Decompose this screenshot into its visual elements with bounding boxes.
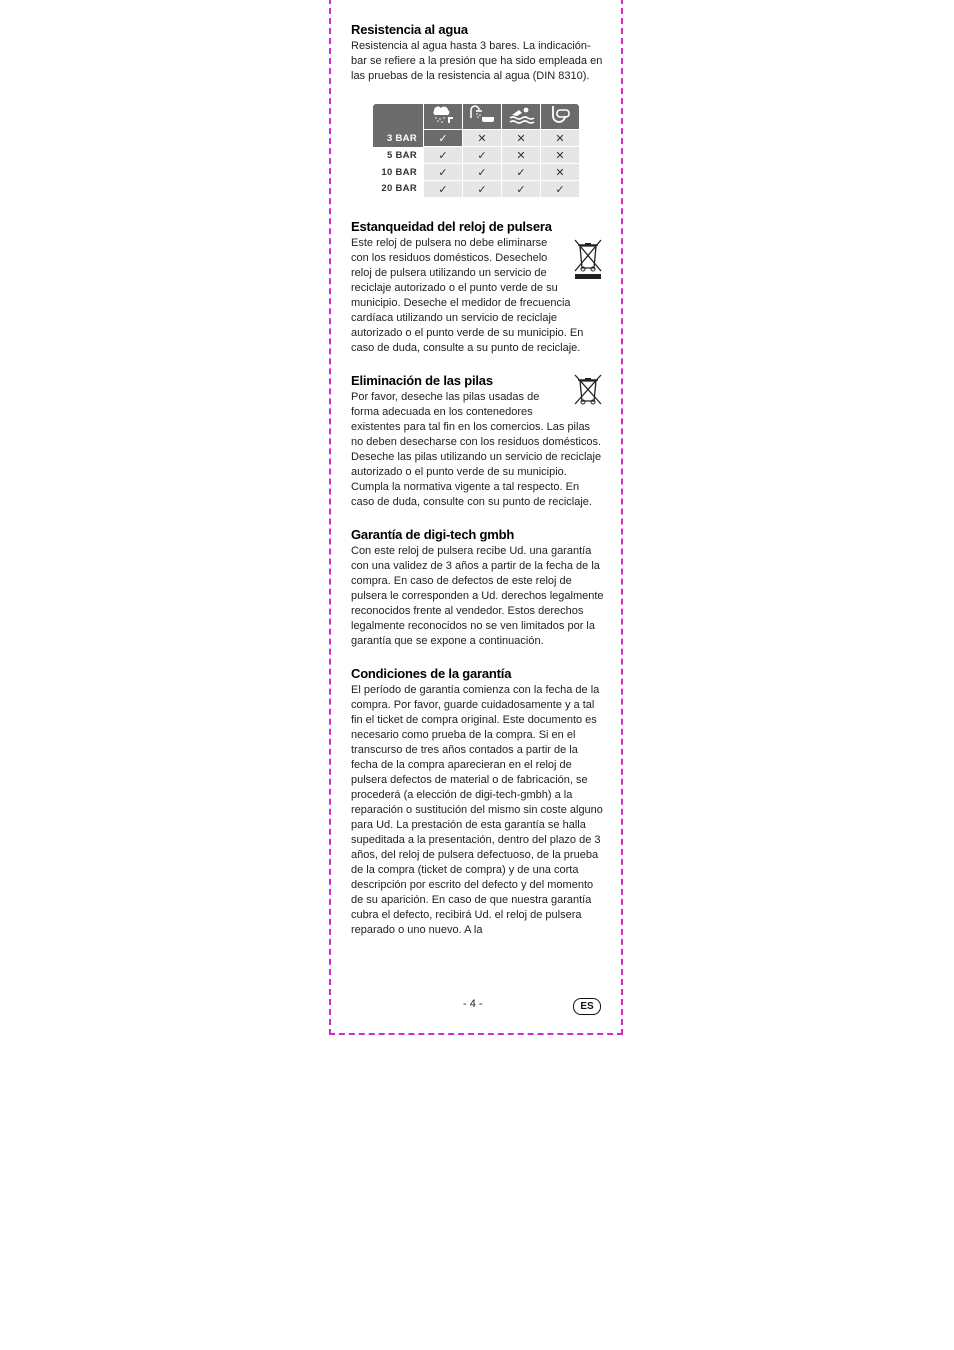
check-icon: ✓ <box>424 181 463 198</box>
water-resistance-table <box>373 104 579 197</box>
crossed-bin-icon <box>573 238 603 285</box>
check-icon: ✓ <box>424 130 463 147</box>
section-batteries <box>351 373 605 510</box>
check-icon: ✓ <box>424 147 463 164</box>
heading-batteries: Eliminación de las pilas <box>351 373 493 388</box>
swim-icon <box>502 104 541 130</box>
table-header-row <box>373 104 579 130</box>
check-icon: ✓ <box>502 164 541 181</box>
cross-icon: ✕ <box>541 164 580 181</box>
check-icon: ✓ <box>463 164 502 181</box>
cross-icon: ✕ <box>541 130 580 147</box>
table-row <box>373 147 579 164</box>
heading-disposal: Estanqueidad del reloj de pulsera <box>351 219 552 234</box>
section-water-resistance <box>351 22 605 197</box>
page-number: - 4 - <box>463 998 483 1010</box>
heading-water-resistance: Resistencia al agua <box>351 22 468 37</box>
row-label: 5 BAR <box>386 149 417 161</box>
table-corner <box>373 104 424 130</box>
text-water-resistance: Resistencia al agua hasta 3 bares. La indicación-bar se refiere a la presión que ha sido empleada en las pruebas de la resistencia al agua (DIN 8310). <box>351 40 603 82</box>
text-batteries: Por favor, deseche las pilas usadas de forma adecuada en los contenedores existentes para tal fin en los comercios. Las pilas no deben desecharse con los residuos domésticos. Deseche las pilas utilizando un servicio de reciclaje autorizado o el punto verde de su municipio. Cumpla la normativa vigente a tal respecto. En caso de duda, consulte con su punto de reciclaje. <box>351 391 602 508</box>
text-warranty: Con este reloj de pulsera recibe Ud. una garantía con una validez de 3 años a partir de la fecha de la compra. En caso de defectos de este reloj de pulsera le corresponden a Ud. derechos legalmente reconocidos frente al vendedor. Estos derechos legalmente reconocidos no se ven limitados por la garantía que se expone a continuación. <box>351 545 604 647</box>
heading-conditions: Condiciones de la garantía <box>351 666 512 681</box>
section-warranty <box>351 527 605 649</box>
document-content <box>351 22 605 955</box>
language-badge: ES <box>573 998 601 1015</box>
check-icon: ✓ <box>502 181 541 198</box>
crossed-bin-battery-icon <box>573 374 603 411</box>
row-label: 10 BAR <box>381 166 417 178</box>
table-row <box>373 181 579 198</box>
check-icon: ✓ <box>424 164 463 181</box>
table-row <box>373 164 579 181</box>
cross-icon: ✕ <box>502 147 541 164</box>
rain-icon <box>424 104 463 130</box>
check-icon: ✓ <box>463 147 502 164</box>
cross-icon: ✕ <box>463 130 502 147</box>
heading-warranty: Garantía de digi-tech gmbh <box>351 527 515 542</box>
check-icon: ✓ <box>463 181 502 198</box>
section-conditions <box>351 666 605 938</box>
check-icon: ✓ <box>541 181 580 198</box>
cross-icon: ✕ <box>541 147 580 164</box>
text-disposal: Este reloj de pulsera no debe eliminarse con los residuos domésticos. Desechelo reloj de pulsera utilizando un servicio de reciclaje autorizado o el punto verde de su municipio. Deseche el medidor de frecuencia cardíaca utilizando un servicio de reciclaje autorizado o el punto verde de su municipio. En caso de duda, consulte a su punto de reciclaje. <box>351 237 584 354</box>
cross-icon: ✕ <box>502 130 541 147</box>
row-label: 20 BAR <box>381 183 417 195</box>
section-disposal <box>351 219 605 356</box>
snorkel-icon <box>541 104 580 130</box>
row-label: 3 BAR <box>373 130 424 147</box>
shower-icon <box>463 104 502 130</box>
text-conditions: El período de garantía comienza con la fecha de la compra. Por favor, guarde cuidadosamente y a tal fin el ticket de compra original. Este documento es necesario como prueba de la compra. Si en el transcurso de tres años contados a partir de la fecha de la compra aparecieran en el reloj de pulsera defectos de material o de fabricación, se procederá (a elección de digi-tech-gmbh) a la reparación o sustitución del mismo sin coste alguno para Ud. La prestación de esta garantía se halla supeditada a la presentación, dentro del plazo de 3 años, del reloj de pulsera defectuoso, de la prueba de la compra (ticket de compra) y de una corta descripción por escrito del defecto y del momento de su aparición. En caso de que nuestra garantía cubra el defecto, recibirá Ud. el reloj de pulsera reparado o uno nuevo. A la <box>351 684 603 936</box>
table-row <box>373 130 579 147</box>
page-footer <box>351 998 605 1018</box>
